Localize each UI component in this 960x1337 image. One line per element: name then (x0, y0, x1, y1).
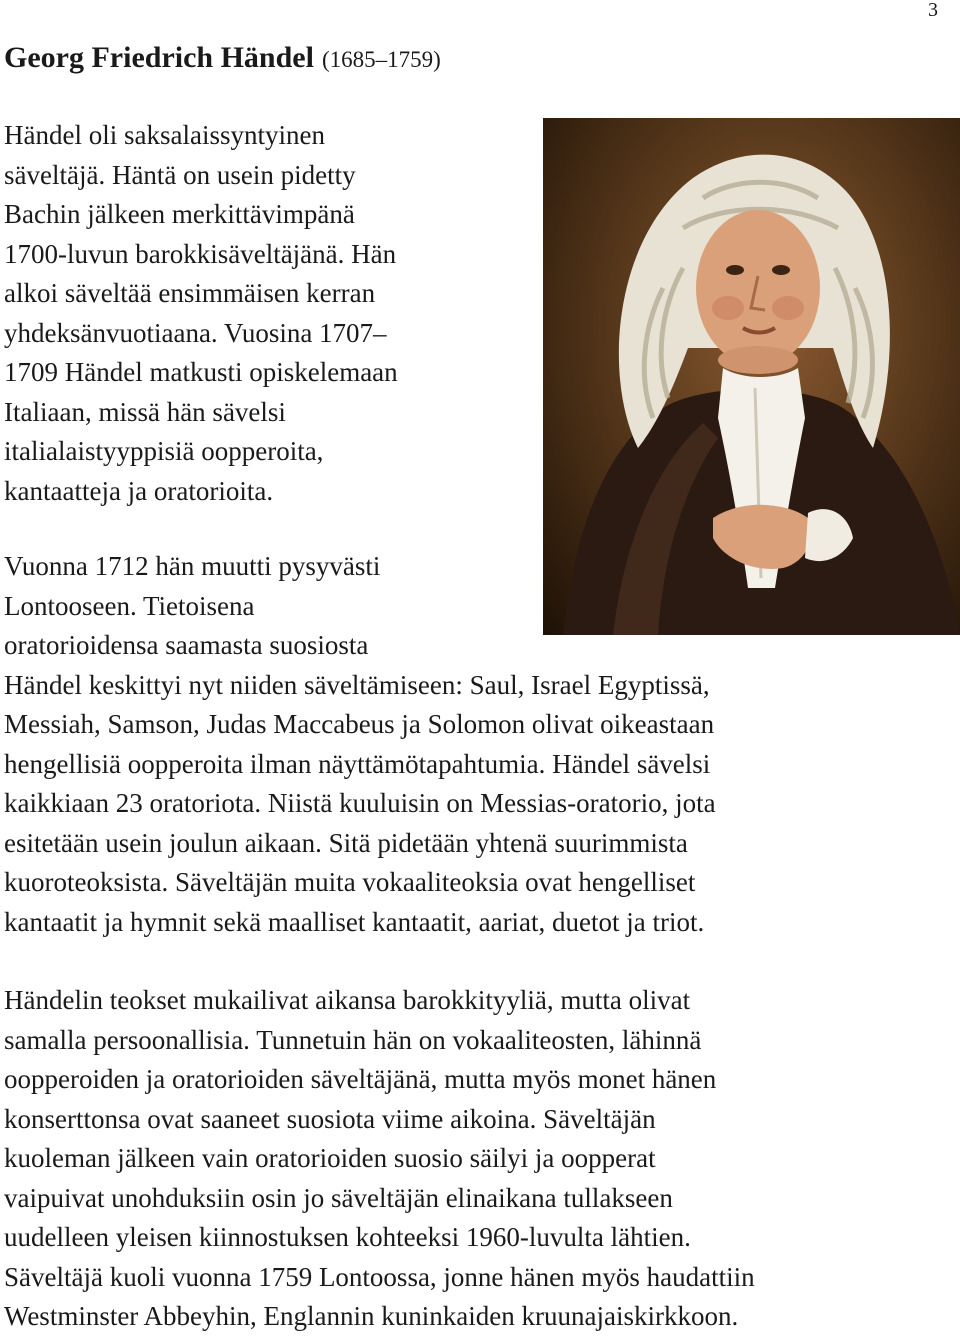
text-line: Händel keskittyi nyt niiden säveltämiseen: Saul, Israel Egyptissä, (4, 669, 710, 700)
portrait-cheek (772, 296, 804, 320)
text-line: kuoleman jälkeen vain oratorioiden suosio säilyi ja oopperat (4, 1143, 656, 1173)
text-line: Bachin jälkeen merkittävimpänä (4, 199, 355, 229)
composer-name: Georg Friedrich Händel (4, 41, 314, 74)
text-line: oratorioidensa saamasta suosiosta (4, 630, 369, 660)
text-line: yhdeksänvuotiaana. Vuosina 1707– (4, 317, 387, 348)
text-line: esitetään usein joulun aikaan. Sitä pidetään yhtenä suurimmista (4, 827, 688, 858)
paragraph-intro (4, 116, 398, 511)
text-line: samalla persoonallisia. Tunnetuin hän on vokaaliteosten, lähinnä (4, 1024, 702, 1055)
paragraph-legacy (4, 981, 755, 1337)
text-line: 1709 Händel matkusti opiskelemaan (4, 357, 398, 387)
page-number: 3 (928, 0, 938, 21)
text-line: italialaistyyppisiä oopperoita, (4, 436, 324, 466)
text-line: Messiah, Samson, Judas Maccabeus ja Solomon olivat oikeastaan (4, 709, 715, 739)
text-line: kantaatit ja hymnit sekä maalliset kantaatit, aariat, duetot ja triot. (4, 906, 705, 937)
text-line: kaikkiaan 23 oratoriota. Niistä kuuluisin on Messias-oratorio, jota (4, 788, 716, 818)
text-line: hengellisiä oopperoita ilman näyttämötapahtumia. Händel sävelsi (4, 748, 711, 779)
page-title (4, 40, 441, 78)
portrait-face (696, 210, 820, 366)
text-line: Westminster Abbeyhin, Englannin kuninkaiden kruunajaiskirkkoon. (4, 1301, 739, 1331)
text-line: Vuonna 1712 hän muutti pysyvästi (4, 551, 381, 581)
text-line: kantaatteja ja oratorioita. (4, 475, 274, 506)
portrait-eye (726, 265, 744, 275)
text-line: Säveltäjä kuoli vuonna 1759 Lontoossa, jonne hänen myös haudattiin (4, 1261, 755, 1292)
text-line: 1700-luvun barokkisäveltäjänä. Hän (4, 238, 397, 269)
text-line: kuoroteoksista. Säveltäjän muita vokaaliteoksia ovat hengelliset (4, 867, 696, 897)
composer-dates: (1685–1759) (321, 47, 441, 72)
text-line: säveltäjä. Häntä on usein pidetty (4, 159, 356, 190)
text-line: alkoi säveltää ensimmäisen kerran (4, 278, 376, 308)
portrait-chin (718, 346, 798, 374)
text-line: konserttonsa ovat saaneet suosiota viime aikoina. Säveltäjän (4, 1103, 656, 1134)
text-line: vaipuivat unohduksiin osin jo säveltäjän elinaikana tullakseen (4, 1182, 673, 1213)
text-line: Italiaan, missä hän sävelsi (4, 396, 286, 427)
portrait-cheek (712, 296, 744, 320)
text-line: Lontooseen. Tietoisena (4, 590, 255, 621)
text-line: uudelleen yleisen kiinnostuksen kohteeksi 1960-luvulta lähtien. (4, 1222, 691, 1252)
portrait-eye (772, 265, 790, 275)
text-line: Händel oli saksalaissyntyinen (4, 120, 325, 150)
paragraph-london (4, 547, 716, 942)
text-line: oopperoiden ja oratorioiden säveltäjänä, mutta myös monet hänen (4, 1064, 717, 1094)
text-line: Händelin teokset mukailivat aikansa barokkityyliä, mutta olivat (4, 985, 691, 1015)
